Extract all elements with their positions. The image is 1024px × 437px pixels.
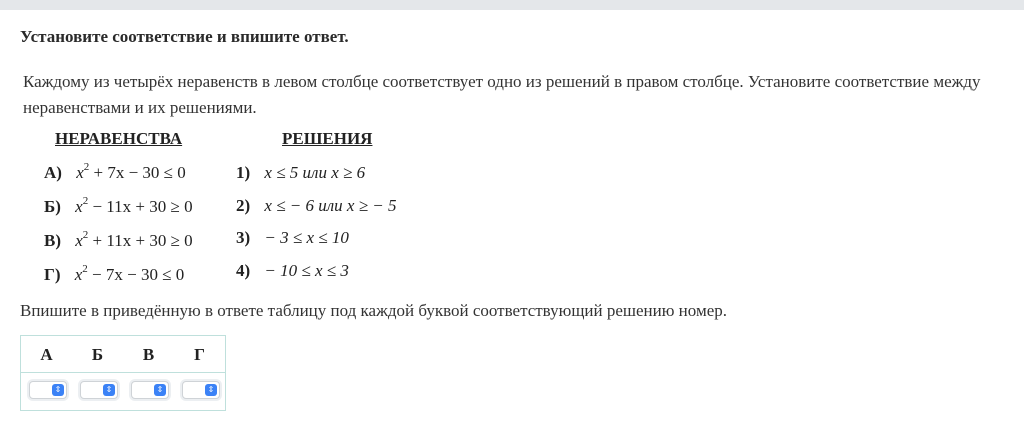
- solution-expression: − 3 ≤ x ≤ 10: [264, 228, 349, 247]
- variable: x: [75, 231, 83, 250]
- exponent: 2: [82, 263, 88, 275]
- solutions-header: РЕШЕНИЯ: [282, 129, 373, 148]
- solution-label: 1): [236, 163, 251, 182]
- expression-rest: − 7x − 30 ≤ 0: [87, 265, 185, 284]
- expression-rest: + 7x − 30 ≤ 0: [89, 163, 186, 182]
- inequalities-header: НЕРАВЕНСТВА: [55, 129, 183, 148]
- inequality-label: А): [44, 163, 62, 182]
- task-heading: Установите соответствие и впишите ответ.: [20, 27, 349, 46]
- answer-header-a: А: [40, 345, 53, 364]
- answer-table-header: [21, 336, 225, 373]
- answer-select-g[interactable]: [182, 381, 220, 399]
- up-down-chevron-icon: ⇕: [154, 384, 166, 396]
- solution-label: 4): [236, 261, 251, 280]
- expression-rest: − 11x + 30 ≥ 0: [88, 197, 193, 216]
- inequality-row: [44, 163, 186, 183]
- inequality-expression: [75, 265, 185, 284]
- inequality-row: [44, 231, 193, 251]
- exponent: 2: [83, 161, 90, 173]
- solution-row: [236, 261, 349, 281]
- answer-header-g: Г: [194, 345, 205, 364]
- solution-row: [236, 163, 365, 183]
- answer-select-a[interactable]: [29, 381, 67, 399]
- expression-rest: + 11x + 30 ≥ 0: [88, 231, 193, 250]
- answer-instruction: Впишите в приведённую в ответе таблицу под каждой буквой соответствующий решению номер.: [20, 301, 728, 320]
- answer-table: [20, 335, 226, 411]
- answer-select-v[interactable]: [131, 381, 169, 399]
- up-down-chevron-icon: ⇕: [52, 384, 64, 396]
- inequality-row: [44, 197, 193, 217]
- variable: x: [74, 265, 83, 284]
- variable: x: [75, 197, 83, 216]
- inequality-expression: [76, 163, 186, 182]
- inequality-label: Г): [44, 265, 61, 284]
- exponent: 2: [82, 229, 89, 241]
- solution-label: 3): [236, 228, 251, 247]
- solution-row: [236, 196, 397, 216]
- inequality-label: В): [44, 231, 61, 250]
- top-bar: [0, 0, 1024, 10]
- solution-label: 2): [236, 196, 251, 215]
- inequality-row: [44, 265, 184, 285]
- inequality-label: Б): [44, 197, 61, 216]
- up-down-chevron-icon: ⇕: [205, 384, 217, 396]
- answer-select-b[interactable]: [80, 381, 118, 399]
- solution-row: [236, 228, 349, 248]
- answer-header-b: Б: [91, 345, 104, 364]
- task-intro: Каждому из четырёх неравенств в левом столбце соответствует одно из решений в правом столбце. Установите соответствие между неравенствами и их решениями.: [23, 72, 981, 117]
- variable: x: [76, 163, 84, 182]
- inequality-expression: [75, 197, 192, 216]
- solution-expression: x ≤ − 6 или x ≥ − 5: [264, 196, 397, 215]
- answer-header-v: В: [142, 345, 155, 364]
- solution-expression: − 10 ≤ x ≤ 3: [264, 261, 349, 280]
- solution-expression: x ≤ 5 или x ≥ 6: [264, 163, 366, 182]
- exponent: 2: [82, 195, 89, 207]
- inequality-expression: [75, 231, 192, 250]
- up-down-chevron-icon: ⇕: [103, 384, 115, 396]
